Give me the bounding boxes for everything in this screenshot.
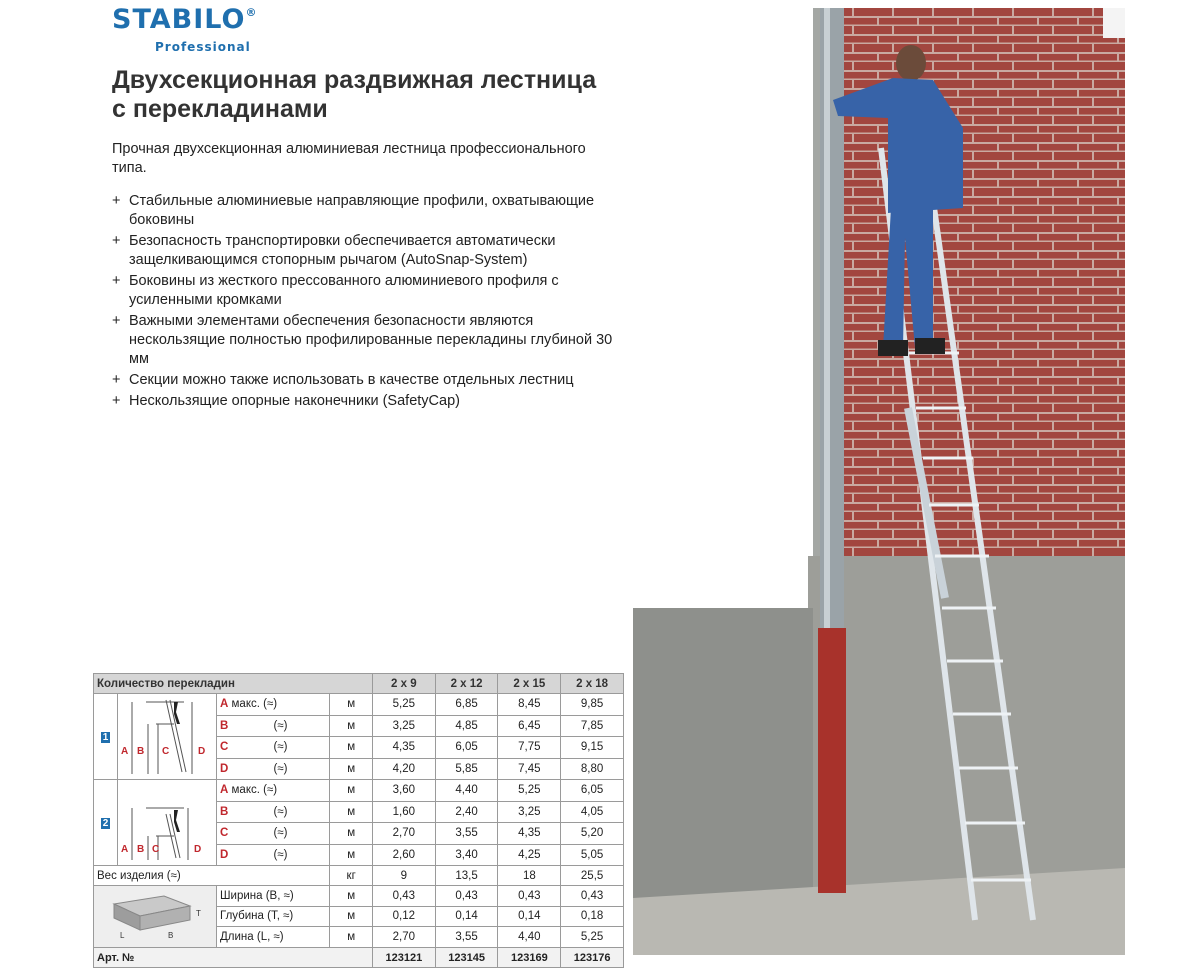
value-cell: 5,85 [435, 758, 498, 780]
unit-cell: кг [330, 866, 373, 886]
value-cell: 0,18 [561, 906, 624, 927]
unit-cell: м [330, 780, 373, 802]
diagram-letter: T [196, 909, 201, 918]
param-text: (≈) [273, 741, 288, 754]
weight-label: Вес изделия (≈) [94, 866, 330, 886]
value-cell: 6,85 [435, 694, 498, 716]
table-header-row [94, 674, 624, 694]
value-cell: 0,12 [372, 906, 435, 927]
value-cell: 25,5 [561, 866, 624, 886]
config-cell-1 [94, 694, 118, 780]
param-label [217, 823, 330, 845]
plus-icon: + [112, 273, 121, 289]
package-diagram-cell [94, 886, 217, 948]
article-number: 123145 [435, 948, 498, 968]
diagram-letter: C [162, 746, 170, 757]
plus-icon: + [112, 393, 121, 409]
value-cell: 0,43 [498, 886, 561, 907]
param-label [217, 801, 330, 823]
value-cell: 7,75 [498, 737, 561, 759]
diagram-letter: A [121, 844, 129, 855]
value-cell: 0,14 [435, 906, 498, 927]
param-letter: B [220, 719, 229, 732]
dim-label: Глубина (T, ≈) [217, 906, 330, 927]
col-header: 2 x 18 [561, 674, 624, 694]
dim-label: Длина (L, ≈) [217, 927, 330, 948]
value-cell: 4,35 [498, 823, 561, 845]
feature-text: Секции можно также использовать в качестве отдельных лестниц [129, 372, 574, 388]
unit-cell: м [330, 823, 373, 845]
list-item [112, 392, 622, 411]
config2-diagram [118, 780, 216, 862]
list-item [112, 371, 622, 390]
plus-icon: + [112, 233, 121, 249]
config2-diagram-cell [118, 780, 217, 866]
table-row [94, 886, 624, 907]
param-letter: D [220, 848, 229, 861]
diagram-letter: L [120, 931, 125, 940]
article-number: 123176 [561, 948, 624, 968]
value-cell: 2,60 [372, 844, 435, 866]
rungs-label: Количество перекладин [94, 674, 373, 694]
feature-text: Стабильные алюминиевые направляющие профили, охватывающие боковины [129, 193, 595, 228]
value-cell: 5,25 [372, 694, 435, 716]
value-cell: 2,40 [435, 801, 498, 823]
value-cell: 9,15 [561, 737, 624, 759]
param-text: (≈) [273, 719, 288, 732]
feature-text: Важными элементами обеспечения безопасности являются нескользящие полностью профилированные перекладины глубиной 30 мм [129, 313, 613, 367]
diagram-letter: A [121, 746, 129, 757]
param-letter: C [220, 827, 229, 840]
dim-label: Ширина (B, ≈) [217, 886, 330, 907]
list-item [112, 232, 622, 270]
param-label [217, 694, 330, 716]
value-cell: 0,43 [372, 886, 435, 907]
diagram-letter: B [137, 844, 145, 855]
value-cell: 5,05 [561, 844, 624, 866]
diagram-letter: C [152, 844, 160, 855]
value-cell: 4,40 [498, 927, 561, 948]
unit-cell: м [330, 844, 373, 866]
value-cell: 5,25 [498, 780, 561, 802]
feature-list [112, 192, 622, 413]
value-cell: 3,40 [435, 844, 498, 866]
diagram-letter: B [168, 931, 174, 940]
plus-icon: + [112, 193, 121, 209]
param-letter: A [220, 784, 229, 797]
param-text: (≈) [273, 762, 288, 775]
value-cell: 7,45 [498, 758, 561, 780]
value-cell: 8,80 [561, 758, 624, 780]
config-cell-2 [94, 780, 118, 866]
value-cell: 3,25 [498, 801, 561, 823]
param-text: (≈) [273, 805, 288, 818]
value-cell: 7,85 [561, 715, 624, 737]
brand-sub: Professional [155, 40, 251, 54]
brand-logo [112, 4, 257, 35]
article-row [94, 948, 624, 968]
col-header: 2 x 15 [498, 674, 561, 694]
brand-name: STABILO [112, 4, 246, 35]
value-cell: 3,55 [435, 927, 498, 948]
param-label [217, 758, 330, 780]
param-letter: C [220, 741, 229, 754]
table-row [94, 866, 624, 886]
article-number: 123169 [498, 948, 561, 968]
param-text: (≈) [273, 848, 288, 861]
col-header: 2 x 12 [435, 674, 498, 694]
config1-diagram [118, 694, 216, 776]
value-cell: 8,45 [498, 694, 561, 716]
unit-cell: м [330, 694, 373, 716]
diagram-letter: B [137, 746, 145, 757]
value-cell: 0,14 [498, 906, 561, 927]
diagram-letter: D [198, 746, 206, 757]
value-cell: 4,20 [372, 758, 435, 780]
value-cell: 0,43 [435, 886, 498, 907]
value-cell: 4,25 [498, 844, 561, 866]
config1-diagram-cell [118, 694, 217, 780]
plus-icon: + [112, 313, 121, 329]
value-cell: 2,70 [372, 823, 435, 845]
value-cell: 13,5 [435, 866, 498, 886]
value-cell: 5,20 [561, 823, 624, 845]
unit-cell: м [330, 715, 373, 737]
param-letter: A [220, 698, 229, 711]
config-badge: 2 [102, 817, 109, 829]
value-cell: 0,43 [561, 886, 624, 907]
diagram-letter: D [194, 844, 202, 855]
value-cell: 4,85 [435, 715, 498, 737]
value-cell: 2,70 [372, 927, 435, 948]
spec-table [93, 673, 624, 968]
intro-text: Прочная двухсекционная алюминиевая лестница профессионального типа. [112, 141, 586, 176]
col-header: 2 x 9 [372, 674, 435, 694]
unit-cell: м [330, 927, 373, 948]
value-cell: 6,45 [498, 715, 561, 737]
param-label [217, 737, 330, 759]
unit-cell: м [330, 801, 373, 823]
scene-drawing [633, 8, 1125, 955]
param-letter: B [220, 805, 229, 818]
value-cell: 6,05 [435, 737, 498, 759]
brand-reg: ® [245, 6, 258, 19]
list-item [112, 192, 622, 230]
value-cell: 9 [372, 866, 435, 886]
param-label [217, 715, 330, 737]
package-diagram [94, 886, 216, 944]
value-cell: 6,05 [561, 780, 624, 802]
feature-text: Безопасность транспортировки обеспечивается автоматически защелкивающимся стопорным рычагом (AutoSnap-System) [129, 233, 556, 268]
value-cell: 9,85 [561, 694, 624, 716]
plus-icon: + [112, 372, 121, 388]
param-letter: D [220, 762, 229, 775]
param-text: (≈) [273, 827, 288, 840]
unit-cell: м [330, 758, 373, 780]
feature-text: Боковины из жесткого прессованного алюминиевого профиля с усиленными кромками [129, 273, 559, 308]
value-cell: 3,25 [372, 715, 435, 737]
value-cell: 4,35 [372, 737, 435, 759]
param-label [217, 844, 330, 866]
value-cell: 3,55 [435, 823, 498, 845]
list-item [112, 272, 622, 310]
table-row [94, 780, 624, 802]
article-number: 123121 [372, 948, 435, 968]
value-cell: 5,25 [561, 927, 624, 948]
value-cell: 3,60 [372, 780, 435, 802]
unit-cell: м [330, 886, 373, 907]
page-title: Двухсекционная раздвижная лестница с перекладинами [112, 66, 597, 123]
unit-cell: м [330, 737, 373, 759]
list-item [112, 312, 622, 369]
value-cell: 4,05 [561, 801, 624, 823]
config-badge: 1 [102, 731, 109, 743]
ladder-usage-photo [633, 8, 1125, 955]
value-cell: 18 [498, 866, 561, 886]
feature-text: Нескользящие опорные наконечники (SafetyCap) [129, 393, 460, 409]
value-cell: 4,40 [435, 780, 498, 802]
param-label [217, 780, 330, 802]
table-row [94, 694, 624, 716]
unit-cell: м [330, 906, 373, 927]
value-cell: 1,60 [372, 801, 435, 823]
article-label: Арт. № [94, 948, 373, 968]
param-text: макс. (≈) [231, 698, 278, 711]
param-text: макс. (≈) [231, 784, 278, 797]
